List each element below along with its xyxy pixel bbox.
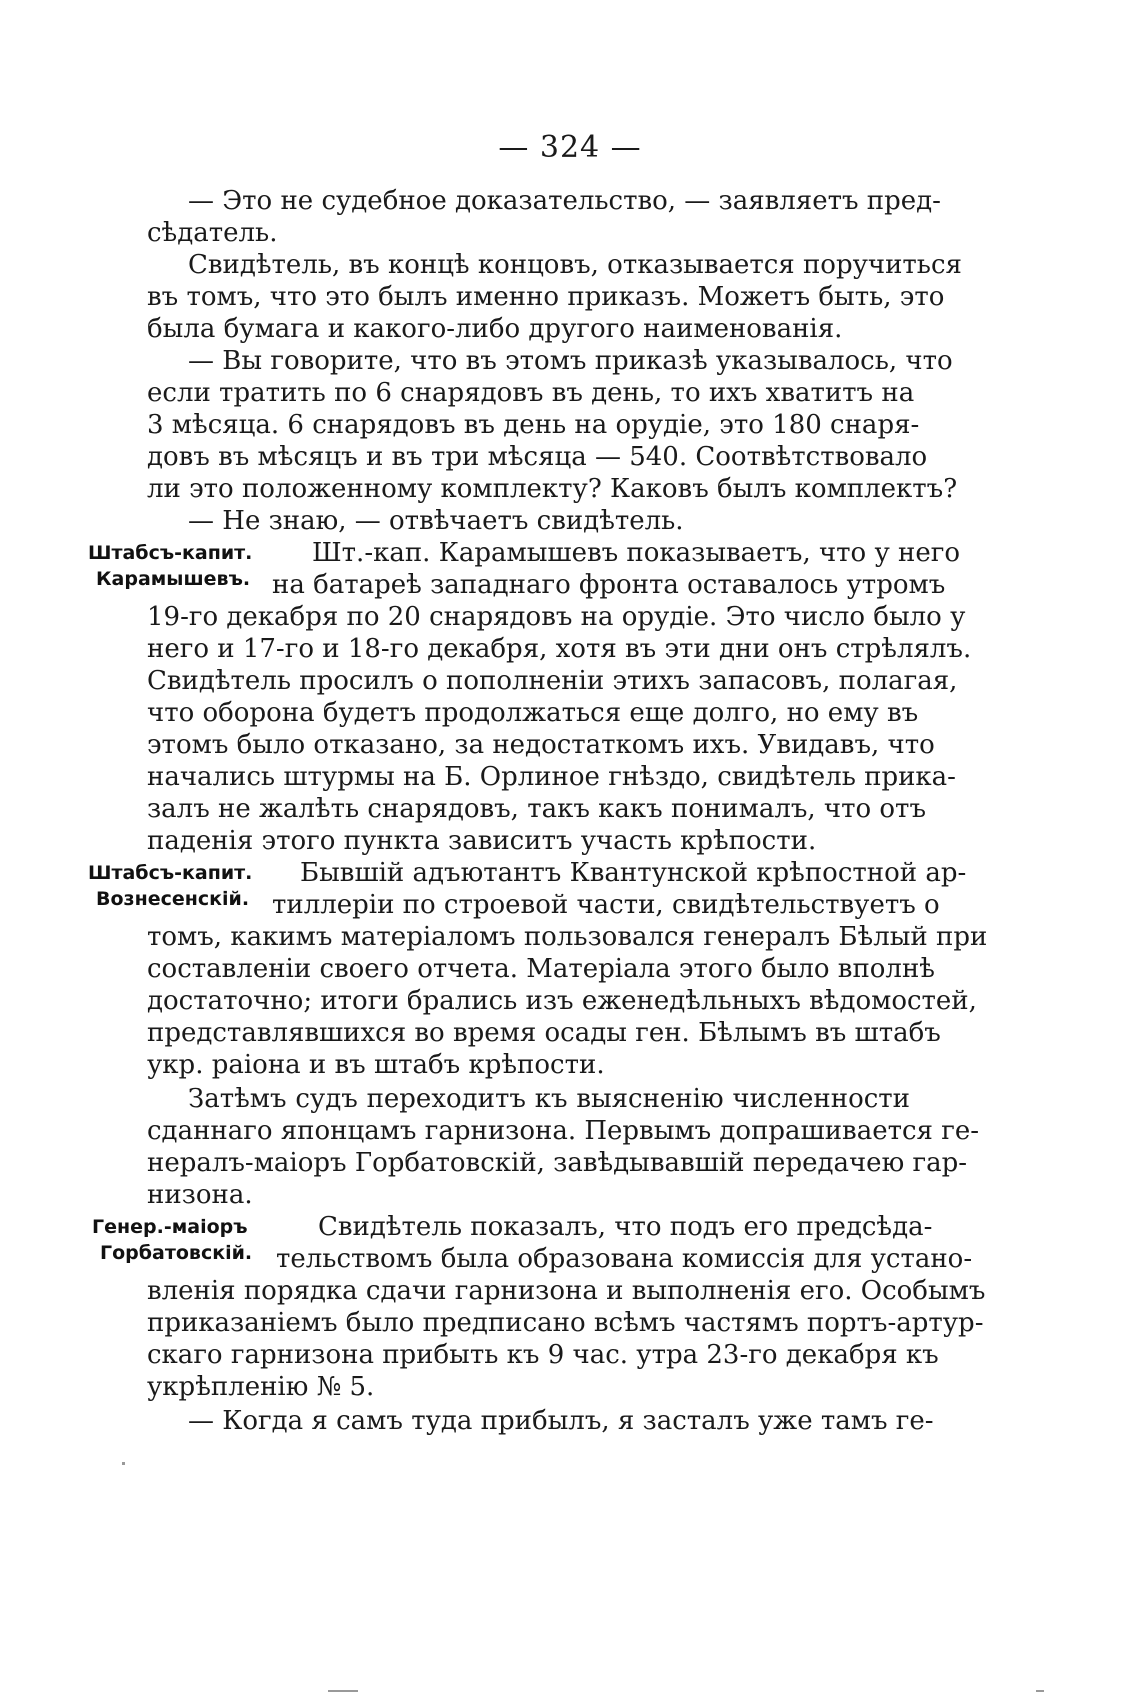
text-line: 19-го декабря по 20 снарядовъ на орудіе. Это число было у <box>147 602 966 632</box>
margin-note: Генер.-маіоръ <box>92 1216 248 1238</box>
margin-note: Карамышевъ. <box>96 568 251 590</box>
text-line: — Не знаю, — отвѣчаетъ свидѣтель. <box>188 506 684 536</box>
text-line: на батареѣ западнаго фронта оставалось утромъ <box>272 570 946 600</box>
text-line: нералъ-маіоръ Горбатовскій, завѣдывавшій передачею гар- <box>147 1148 968 1178</box>
scan-artifact <box>328 1690 358 1692</box>
text-line: Бывшій адъютантъ Квантунской крѣпостной ар- <box>300 858 967 888</box>
text-line: 3 мѣсяца. 6 снарядовъ въ день на орудіе, это 180 снаря- <box>147 410 920 440</box>
text-line: залъ не жалѣть снарядовъ, такъ какъ понималъ, что отъ <box>147 794 926 824</box>
margin-note: Штабсъ-капит. <box>88 862 253 884</box>
text-line: скаго гарнизона прибыть къ 9 час. утра 23-го декабря къ <box>147 1340 939 1370</box>
text-line: Свидѣтель показалъ, что подъ его предсѣда- <box>318 1212 933 1242</box>
text-line: укр. раіона и въ штабъ крѣпости. <box>147 1050 605 1080</box>
text-line: укрѣпленію № 5. <box>147 1372 375 1402</box>
text-line: если тратить по 6 снарядовъ въ день, то ихъ хватитъ на <box>147 378 915 408</box>
text-line: — Вы говорите, что въ этомъ приказѣ указывалось, что <box>188 346 953 376</box>
text-line: сданнаго японцамъ гарнизона. Первымъ допрашивается ге- <box>147 1116 979 1146</box>
text-line: тельствомъ была образована комиссія для устано- <box>276 1244 973 1274</box>
page-number: — 324 — <box>498 130 642 165</box>
text-line: Свидѣтель, въ концѣ концовъ, отказывается поручиться <box>188 250 962 280</box>
text-line: — Когда я самъ туда прибылъ, я засталъ уже тамъ ге- <box>188 1406 934 1436</box>
margin-note: Горбатовскій. <box>100 1242 253 1264</box>
text-line: вленія порядка сдачи гарнизона и выполненія его. Особымъ <box>147 1276 986 1306</box>
text-line: этомъ было отказано, за недостаткомъ ихъ. Увидавъ, что <box>147 730 935 760</box>
text-line: Шт.-кап. Карамышевъ показываетъ, что у него <box>312 538 961 568</box>
text-line: паденія этого пункта зависитъ участь крѣпости. <box>147 826 817 856</box>
text-line: Затѣмъ судъ переходитъ къ выясненію численности <box>188 1084 910 1114</box>
text-line: что оборона будетъ продолжаться еще долго, но ему въ <box>147 698 919 728</box>
text-line: представлявшихся во время осады ген. Бѣлымъ въ штабъ <box>147 1018 941 1048</box>
scan-artifact <box>1036 1690 1044 1692</box>
margin-note: Штабсъ-капит. <box>88 542 253 564</box>
text-line: — Это не судебное доказательство, — заявляетъ пред- <box>188 186 941 216</box>
text-line: довъ въ мѣсяцъ и въ три мѣсяца — 540. Соотвѣтствовало <box>147 442 928 472</box>
text-line: въ томъ, что это былъ именно приказъ. Можетъ быть, это <box>147 282 945 312</box>
text-line: приказаніемъ было предписано всѣмъ частямъ портъ-артур- <box>147 1308 984 1338</box>
text-line: Свидѣтель просилъ о пополненіи этихъ запасовъ, полагая, <box>147 666 958 696</box>
text-line: тиллеріи по строевой части, свидѣтельствуетъ о <box>272 890 940 920</box>
text-line: достаточно; итоги брались изъ еженедѣльныхъ вѣдомостей, <box>147 986 977 1016</box>
text-line: томъ, какимъ матеріаломъ пользовался генералъ Бѣлый при <box>147 922 988 952</box>
text-line: ли это положенному комплекту? Каковъ былъ комплектъ? <box>147 474 958 504</box>
text-line: составленіи своего отчета. Матеріала этого было вполнѣ <box>147 954 935 984</box>
text-line: начались штурмы на Б. Орлиное гнѣздо, свидѣтель прика- <box>147 762 956 792</box>
text-line: низона. <box>147 1180 253 1210</box>
scan-artifact <box>122 1462 125 1465</box>
text-line: сѣдатель. <box>147 218 278 248</box>
text-line: была бумага и какого-либо другого наименованія. <box>147 314 843 344</box>
text-line: него и 17-го и 18-го декабря, хотя въ эти дни онъ стрѣлялъ. <box>147 634 972 664</box>
margin-note: Вознесенскій. <box>96 888 250 910</box>
